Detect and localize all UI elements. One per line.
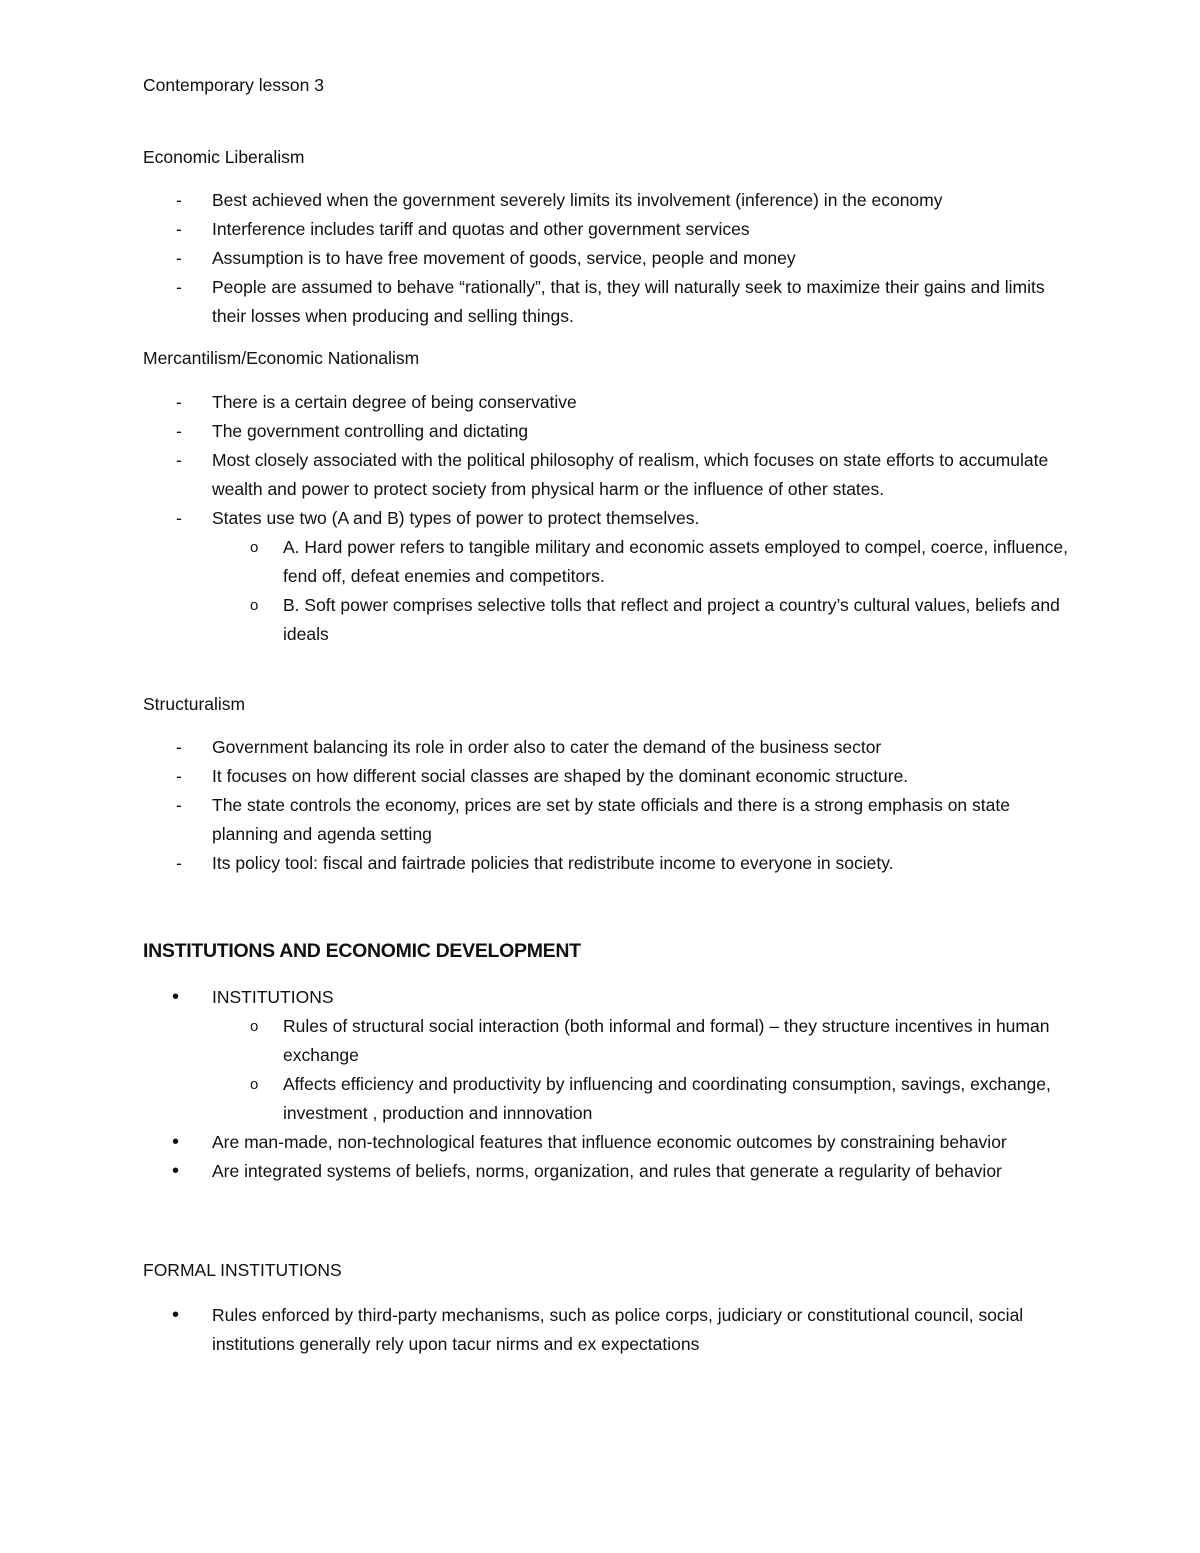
structuralism-list xyxy=(0,733,1200,878)
dash-marker: - xyxy=(176,508,182,528)
list-item xyxy=(0,417,1072,446)
list-item xyxy=(0,446,1072,504)
dash-marker: - xyxy=(176,853,182,873)
dash-marker: - xyxy=(176,219,182,239)
dash-marker: - xyxy=(176,766,182,786)
sub-list-item-text: B. Soft power comprises selective tolls that reflect and project a country’s cultural values, beliefs and ideals xyxy=(283,595,1060,644)
list-item xyxy=(0,733,1072,762)
list-item xyxy=(0,504,1072,533)
circle-marker: o xyxy=(250,539,259,556)
sub-list-item-text: A. Hard power refers to tangible military and economic assets employed to compel, coerce, influence, fend off, defeat enemies and competitors. xyxy=(283,537,1068,586)
list-item xyxy=(0,244,1072,273)
sub-list-item xyxy=(0,1070,1073,1128)
sub-list-item xyxy=(0,591,1073,649)
list-item-text: Are man-made, non-technological features that influence economic outcomes by constraining behavior xyxy=(212,1132,1007,1152)
sub-list-item xyxy=(0,1012,1073,1070)
list-item-text: Most closely associated with the political philosophy of realism, which focuses on state efforts to accumulate wealth and power to protect society from physical harm or the influence of other states. xyxy=(212,450,1049,499)
sub-list-item xyxy=(0,533,1073,591)
circle-marker: o xyxy=(250,1018,259,1035)
section-heading-economic-liberalism: Economic Liberalism xyxy=(143,147,305,167)
list-item xyxy=(0,791,1072,849)
list-item-text: Are integrated systems of beliefs, norms, organization, and rules that generate a regularity of behavior xyxy=(212,1161,1002,1181)
list-item-text: Its policy tool: fiscal and fairtrade policies that redistribute income to everyone in society. xyxy=(212,853,894,873)
list-item xyxy=(0,388,1072,417)
bullet-marker: • xyxy=(172,986,180,1008)
list-item xyxy=(0,849,1072,878)
list-item xyxy=(0,215,1072,244)
list-item-text: Assumption is to have free movement of goods, service, people and money xyxy=(212,248,796,268)
list-item xyxy=(0,762,1072,791)
bullet-marker: • xyxy=(172,1160,180,1182)
bullet-marker: • xyxy=(172,1131,180,1153)
dash-marker: - xyxy=(176,392,182,412)
list-item-text: States use two (A and B) types of power to protect themselves. xyxy=(212,508,700,528)
circle-marker: o xyxy=(250,597,259,614)
economic-liberalism-list xyxy=(0,186,1200,331)
sub-list-item-text: Affects efficiency and productivity by influencing and coordinating consumption, savings, exchange, investment , production and innnovation xyxy=(283,1074,1051,1123)
dash-marker: - xyxy=(176,421,182,441)
list-item xyxy=(0,1128,1072,1157)
document-title: Contemporary lesson 3 xyxy=(143,75,324,95)
section-heading-mercantilism: Mercantilism/Economic Nationalism xyxy=(143,348,420,368)
dash-marker: - xyxy=(176,795,182,815)
dash-marker: - xyxy=(176,190,182,210)
dash-marker: - xyxy=(176,277,182,297)
list-item-text: The government controlling and dictating xyxy=(212,421,529,441)
list-item-text: Government balancing its role in order also to cater the demand of the business sector xyxy=(212,737,882,757)
list-item-text: People are assumed to behave “rationally”, that is, they will naturally seek to maximize their gains and limits their losses when producing and selling things. xyxy=(212,277,1045,326)
list-item-text: INSTITUTIONS xyxy=(212,987,334,1007)
list-item xyxy=(0,273,1072,331)
list-item xyxy=(0,983,1072,1012)
dash-marker: - xyxy=(176,737,182,757)
section-heading-institutions-development: INSTITUTIONS AND ECONOMIC DEVELOPMENT xyxy=(143,940,581,962)
section-heading-formal-institutions: FORMAL INSTITUTIONS xyxy=(143,1260,342,1280)
section-heading-structuralism: Structuralism xyxy=(143,694,246,714)
list-item xyxy=(0,1157,1072,1186)
mercantilism-list xyxy=(0,388,1200,649)
bullet-marker: • xyxy=(172,1304,180,1326)
circle-marker: o xyxy=(250,1076,259,1093)
formal-institutions-list xyxy=(0,1301,1200,1359)
list-item xyxy=(0,186,1072,215)
dash-marker: - xyxy=(176,248,182,268)
list-item-text: Best achieved when the government severely limits its involvement (inference) in the economy xyxy=(212,190,943,210)
dash-marker: - xyxy=(176,450,182,470)
list-item xyxy=(0,1301,1072,1359)
sub-list-item-text: Rules of structural social interaction (both informal and formal) – they structure incentives in human exchange xyxy=(283,1016,1050,1065)
list-item-text: The state controls the economy, prices are set by state officials and there is a strong emphasis on state planning and agenda setting xyxy=(212,795,1010,844)
list-item-text: It focuses on how different social classes are shaped by the dominant economic structure. xyxy=(212,766,909,786)
institutions-list xyxy=(0,983,1200,1186)
list-item-text: There is a certain degree of being conservative xyxy=(212,392,577,412)
list-item-text: Rules enforced by third-party mechanisms, such as police corps, judiciary or constitutional council, social institutions generally rely upon tacur nirms and ex expectations xyxy=(212,1305,1024,1354)
list-item-text: Interference includes tariff and quotas and other government services xyxy=(212,219,750,239)
